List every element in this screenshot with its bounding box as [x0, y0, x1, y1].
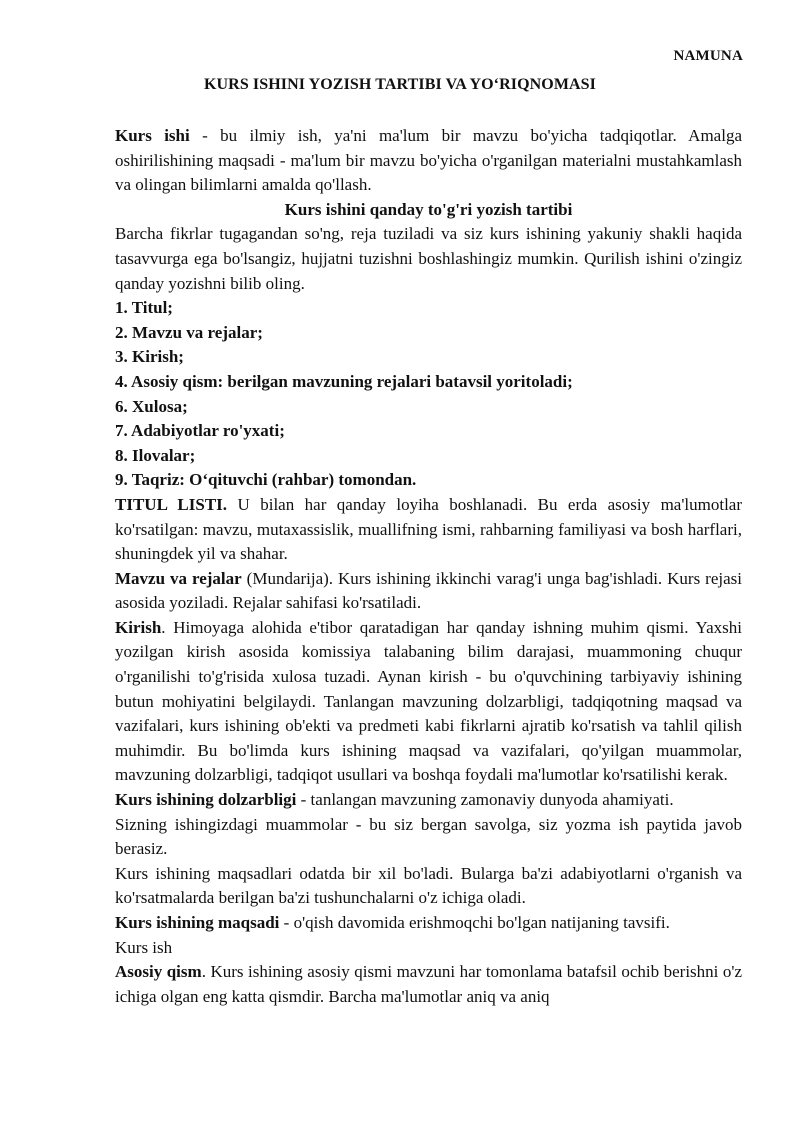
section-heading: Kurs ishini qanday to'g'ri yozish tartibi: [284, 199, 573, 219]
intro-paragraph: [115, 124, 742, 198]
structure-list-item: 9. Taqriz: O‘qituvchi (rahbar) tomondan.: [115, 470, 417, 490]
maqsadlar-paragraph: Kurs ishining maqsadlari odatda bir xil bo'ladi. Bularga ba'zi adabiyotlarni o'rganish va ko'rsatmalarda berilgan ba'zi tushunchalarni o'z ichiga oladi.: [115, 863, 742, 908]
structure-list-item: 7. Adabiyotlar ro'yxati;: [115, 421, 285, 441]
muammolar-paragraph: Sizning ishingizdagi muammolar - bu siz bergan savolga, siz yozma ish paytida javob berasiz.: [115, 814, 742, 859]
document-title: KURS ISHINI YOZISH TARTIBI VA YO‘RIQNOMASI: [203, 76, 597, 93]
intro-text: - bu ilmiy ish, ya'ni ma'lum bir mavzu bo'yicha tadqiqotlar. Amalga oshirilishining maqsadi - ma'lum bir mavzu bo'yicha o'rganilgan materialni mustahkamlash va olingan bilimlarni amalda qo'llash.: [115, 126, 742, 195]
asosiy-term: Asosiy qism: [115, 962, 202, 982]
structure-list-item: 3. Kirish;: [115, 347, 184, 367]
asosiy-text: . Kurs ishining asosiy qismi mavzuni har tomonlama batafsil ochib berishni o'z ichiga olgan eng katta qismdir. Barcha ma'lumotlar aniq va aniq: [115, 962, 742, 1006]
mavzu-text: (Mundarija). Kurs ishining ikkinchi varag'i unga bag'ishladi. Kurs rejasi asosida yoziladi. Rejalar sahifasi ko'rsatiladi.: [115, 568, 742, 613]
structure-list-item: 2. Mavzu va rejalar;: [115, 322, 263, 342]
structure-intro-paragraph: Barcha fikrlar tugagandan so'ng, reja tuziladi va siz kurs ishining yakuniy shakli haqida tasavvurga ega bo'lsangiz, hujjatni tuzishni boshlashingiz mumkin. Qurilish ishini o'zingiz qanday yozishni bilib oling.: [115, 224, 742, 293]
titul-text: U bilan har qanday loyiha boshlanadi. Bu erda asosiy ma'lumotlar ko'rsatilgan: mavzu, mutaxassislik, muallifning ismi, rahbarning familiyasi va bosh harflari, shuningdek yil va shahar.: [115, 494, 743, 564]
document-body: [115, 124, 742, 1009]
structure-list-item: 8. Ilovalar;: [115, 445, 196, 465]
mavzu-term: Mavzu va rejalar: [115, 568, 242, 588]
titul-term: TITUL LISTI.: [115, 494, 228, 514]
kurs-ish-line: Kurs ish: [115, 937, 173, 957]
intro-term: Kurs ishi: [115, 126, 190, 145]
kirish-paragraph: [115, 616, 742, 788]
mavzu-paragraph: [115, 567, 742, 616]
structure-list-item: 1. Titul;: [115, 298, 173, 318]
kirish-text: . Himoyaga alohida e'tibor qaratadigan har qanday ishning muhim qismi. Yaxshi yozilgan kirish asosida komissiya talabaning bilim darajasi, muammoning chuqur o'rganilishi to'g'risida xulosa tuzadi. Aynan kirish - bu o'quvchining tarbiyaviy ishining butun mohiyatini belgilaydi. Tanlangan mavzuning dolzarbligi, tadqiqotning maqsad va vazifalari, kurs ishining ob'ekti va predmeti kabi fikrlarni ajratib ko'rsatish va tahlil qilish muhimdir. Bu bo'limda kurs ishining maqsad va vazifalari, qo'yilgan muammolar, mavzuning dolzarbligi, tadqiqot usullari va boshqa foydali ma'lumotlar ko'rsatilishi kerak.: [115, 617, 742, 785]
structure-list-item: 4. Asosiy qism: berilgan mavzuning rejalari batavsil yoritoladi;: [115, 371, 573, 391]
dolzarblik-paragraph: [115, 788, 742, 813]
asosiy-paragraph: [115, 960, 742, 1009]
maqsad-text: - o'qish davomida erishmoqchi bo'lgan natijaning tavsifi.: [279, 913, 670, 932]
sample-label: NAMUNA: [673, 48, 743, 64]
maqsad-paragraph: [115, 911, 742, 936]
structure-list-item: 6. Xulosa;: [115, 396, 188, 416]
dolzarblik-term: Kurs ishining dolzarbligi: [115, 790, 297, 810]
maqsad-term: Kurs ishining maqsadi: [115, 913, 280, 932]
titul-paragraph: [115, 493, 742, 567]
kirish-term: Kirish: [115, 617, 162, 637]
dolzarblik-text: - tanlangan mavzuning zamonaviy dunyoda ahamiyati.: [296, 790, 674, 810]
